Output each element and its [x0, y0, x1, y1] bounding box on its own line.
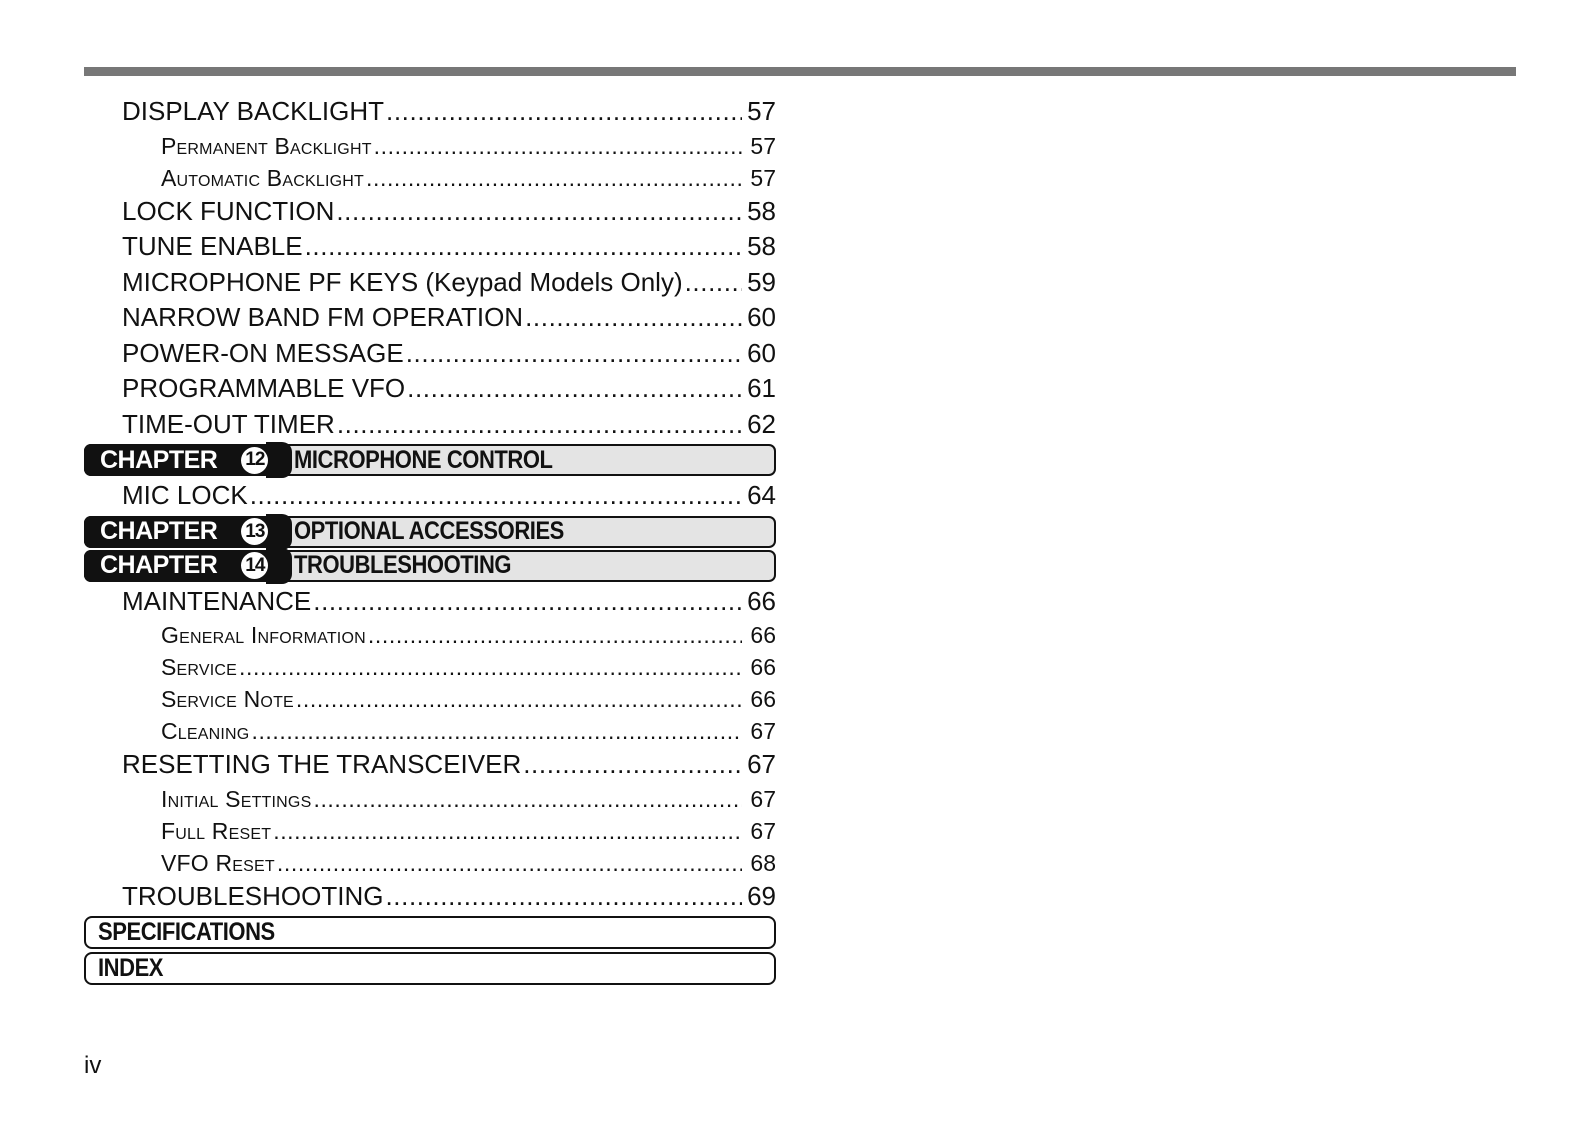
dot-leader	[239, 651, 742, 683]
dot-leader	[385, 879, 742, 915]
toc-entry-title: POWER-ON MESSAGE	[122, 337, 404, 368]
chapter-13-header[interactable]	[84, 516, 776, 548]
dot-leader	[337, 407, 742, 443]
specifications-label: SPECIFICATIONS	[98, 918, 275, 946]
toc-entry[interactable]	[84, 94, 776, 130]
toc-entry-title: RESETTING THE TRANSCEIVER	[122, 749, 522, 779]
toc-entry[interactable]	[84, 194, 776, 230]
toc-group-ch12	[84, 478, 776, 514]
toc-group-top	[84, 94, 776, 442]
chapter-number-badge: 14	[241, 552, 268, 579]
toc-entry-page: 66	[750, 686, 776, 712]
toc-entry[interactable]	[84, 300, 776, 336]
toc-entry[interactable]	[84, 683, 776, 715]
toc-entry[interactable]	[84, 715, 776, 747]
toc-entry-page: 58	[747, 195, 776, 226]
toc-entry[interactable]	[84, 130, 776, 162]
toc-entry-page: 66	[750, 622, 776, 648]
toc-entry[interactable]	[84, 336, 776, 372]
toc-entry[interactable]	[84, 162, 776, 194]
dot-leader	[406, 336, 742, 372]
dot-leader	[368, 619, 742, 651]
dot-leader	[313, 783, 742, 815]
toc-entry-page: 67	[750, 718, 776, 744]
toc-entry-page: 67	[750, 785, 776, 812]
toc-entry-page: 67	[747, 749, 776, 779]
chapter-label: CHAPTER	[100, 551, 218, 579]
dot-leader	[296, 683, 742, 715]
toc-entry-title: Service	[161, 654, 238, 680]
dot-leader	[251, 715, 742, 747]
toc-entry-title: TIME-OUT TIMER	[122, 408, 335, 439]
dot-leader	[386, 94, 742, 130]
dot-leader	[685, 265, 742, 301]
toc-entry-title: MIC LOCK	[122, 480, 248, 510]
toc-entry[interactable]	[84, 879, 776, 915]
toc-entry-title: Initial Settings	[161, 785, 312, 812]
chapter-number-badge: 12	[241, 447, 268, 474]
toc-entry-page: 61	[747, 373, 776, 403]
dot-leader	[313, 584, 742, 620]
toc-entry-title: Automatic Backlight	[161, 164, 364, 191]
chapter-label: CHAPTER	[100, 517, 218, 545]
chapter-title: TROUBLESHOOTING	[294, 551, 512, 579]
specifications-section[interactable]	[84, 916, 776, 949]
toc-entry-page: 57	[747, 96, 776, 126]
toc-entry-title: PROGRAMMABLE VFO	[122, 373, 406, 403]
table-of-contents	[84, 94, 776, 988]
toc-entry[interactable]	[84, 815, 776, 847]
dot-leader	[525, 300, 742, 336]
page-number: iv	[84, 1052, 102, 1079]
toc-entry[interactable]	[84, 783, 776, 815]
toc-entry-page: 57	[750, 164, 776, 191]
chapter-tag	[84, 444, 278, 476]
index-label: INDEX	[98, 954, 164, 982]
toc-entry-page: 60	[747, 302, 776, 332]
dot-leader	[305, 229, 742, 265]
toc-group-ch14	[84, 584, 776, 915]
toc-entry[interactable]	[84, 371, 776, 407]
toc-entry-page: 58	[747, 231, 776, 261]
toc-entry-page: 68	[750, 849, 776, 876]
chapter-title: OPTIONAL ACCESSORIES	[294, 517, 564, 545]
chapter-tag	[84, 550, 278, 582]
toc-entry[interactable]	[84, 584, 776, 620]
toc-entry-page: 66	[747, 585, 776, 616]
index-section[interactable]	[84, 952, 776, 985]
toc-entry-title: DISPLAY BACKLIGHT	[122, 96, 385, 126]
chapter-title: MICROPHONE CONTROL	[294, 445, 553, 474]
toc-entry[interactable]	[84, 847, 776, 879]
toc-entry-title: MICROPHONE PF KEYS (Keypad Models Only)	[122, 266, 683, 297]
dot-leader	[277, 847, 742, 879]
toc-entry-title: Permanent Backlight	[161, 132, 372, 159]
chapter-label: CHAPTER	[100, 445, 218, 474]
toc-entry[interactable]	[84, 478, 776, 514]
toc-entry-page: 69	[747, 880, 776, 911]
toc-entry[interactable]	[84, 651, 776, 683]
dot-leader	[366, 162, 742, 194]
toc-entry-title: NARROW BAND FM OPERATION	[122, 302, 524, 332]
toc-entry-title: General Information	[161, 622, 366, 648]
toc-entry-title: Cleaning	[161, 718, 250, 744]
toc-entry-page: 64	[747, 480, 776, 510]
toc-entry-page: 67	[750, 817, 776, 844]
toc-entry-title: TROUBLESHOOTING	[122, 880, 384, 911]
toc-entry-title: TUNE ENABLE	[122, 231, 303, 261]
toc-entry-page: 66	[750, 654, 776, 680]
top-rule	[84, 67, 1516, 76]
dot-leader	[374, 130, 742, 162]
toc-entry[interactable]	[84, 229, 776, 265]
toc-entry-title: Service Note	[161, 686, 294, 712]
chapter-tag	[84, 516, 278, 548]
toc-entry-title: VFO Reset	[161, 849, 275, 876]
dot-leader	[407, 371, 742, 407]
toc-entry[interactable]	[84, 619, 776, 651]
toc-entry[interactable]	[84, 407, 776, 443]
dot-leader	[250, 478, 742, 514]
toc-entry-title: Full Reset	[161, 817, 272, 844]
toc-entry-page: 59	[747, 266, 776, 297]
toc-entry-page: 60	[747, 337, 776, 368]
toc-entry-title: LOCK FUNCTION	[122, 195, 335, 226]
chapter-12-header[interactable]	[84, 444, 776, 476]
toc-entry-page: 57	[750, 132, 776, 159]
dot-leader	[273, 815, 742, 847]
chapter-14-header[interactable]	[84, 550, 776, 582]
chapter-number-badge: 13	[241, 518, 268, 545]
toc-entry[interactable]	[84, 747, 776, 783]
toc-entry[interactable]	[84, 265, 776, 301]
dot-leader	[523, 747, 742, 783]
toc-entry-page: 62	[747, 408, 776, 439]
dot-leader	[336, 194, 742, 230]
toc-entry-title: MAINTENANCE	[122, 585, 312, 616]
